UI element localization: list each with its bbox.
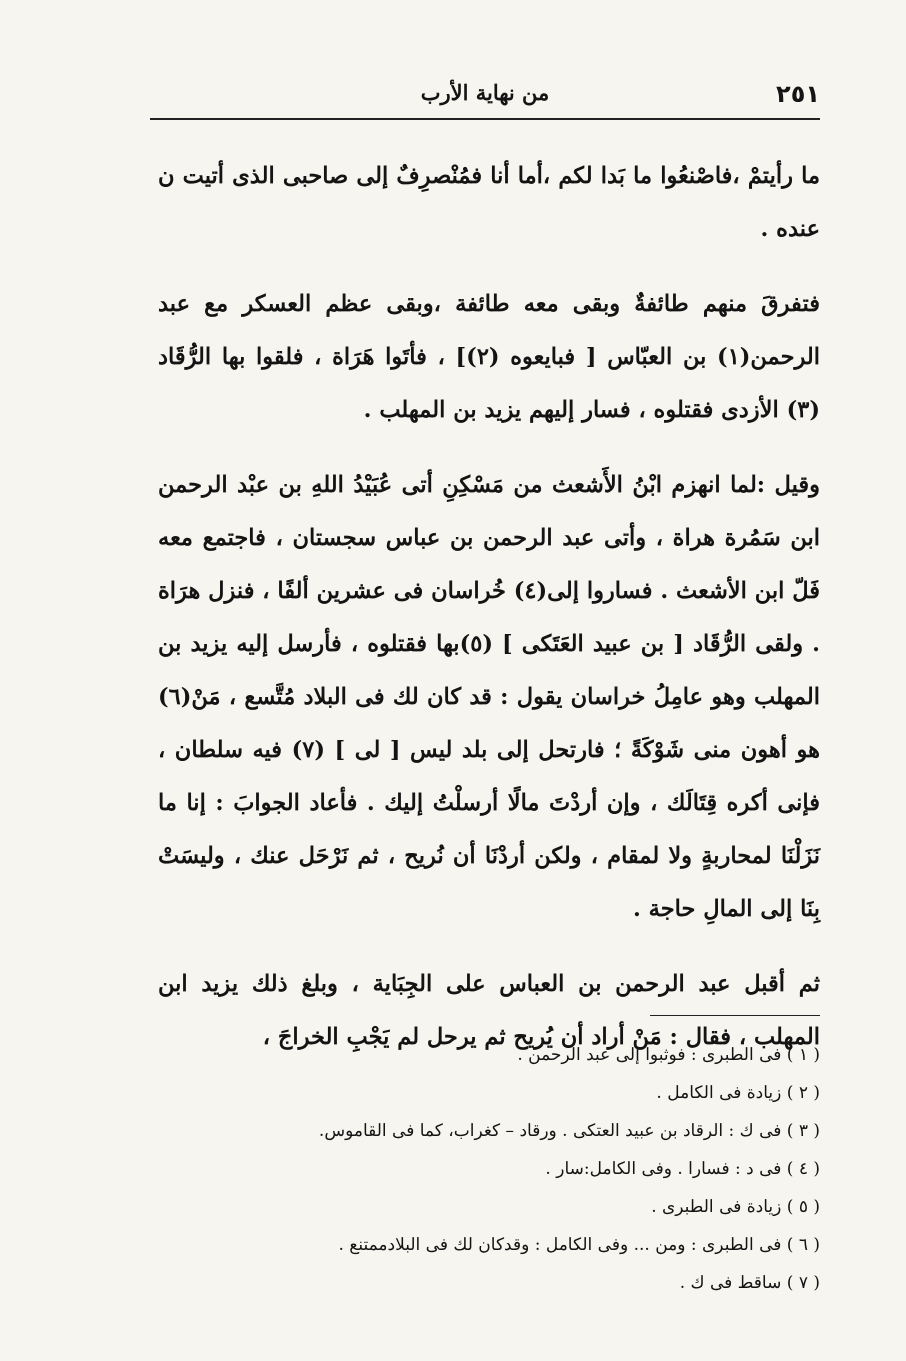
paragraph: فتفرقَ منهم طائفةٌ وبقى معه طائفة ،وبقى عظم العسكر مع عبد الرحمن(١) بن العبّاس [ فبايعوه (٢)] ، فأتَوا هَرَاة ، فلقوا بها الرُّقَاد (٣) الأزدى فقتلوه ، فسار إليهم يزيد بن المهلب .: [158, 291, 820, 423]
main-text: [158, 150, 820, 1064]
footnotes: [150, 1036, 820, 1302]
header-rule: [150, 118, 820, 120]
paragraph: ما رأيتمْ ،فاصْنعُوا ما بَدا لكم ،أما أنا فمُنْصرِفٌ إلى صاحبى الذى أتيت ن عنده .: [158, 163, 820, 242]
running-title: من نهاية الأرب: [420, 80, 550, 105]
footnote-rule: [650, 1015, 820, 1016]
footnote-6: ( ٦ ) فى الطبرى : ومن ... وفى الكامل : وقدكان لك فى البلادممتنع .: [338, 1235, 820, 1255]
footnote-2: ( ٢ ) زيادة فى الكامل .: [656, 1083, 820, 1103]
footnote-5: ( ٥ ) زيادة فى الطبرى .: [651, 1197, 820, 1217]
footnote-4: ( ٤ ) فى د : فسارا . وفى الكامل:سار .: [545, 1159, 820, 1179]
footnote-7: ( ٧ ) ساقط فى ك .: [679, 1273, 820, 1293]
paragraph: ثم أقبل عبد الرحمن بن العباس على الجِبَاية ، وبلغ ذلك يزيد ابن المهلب ، فقال : مَنْ أراد أن يُريح ثم يرحل لم يَجْبِ الخراجَ ،: [158, 971, 820, 1050]
running-head: [150, 78, 820, 118]
page-number: ٢٥١: [776, 80, 820, 108]
paragraph: وقيل :لما انهزم ابْنُ الأَشعث من مَسْكِنِ أتى عُبَيْدُ اللهِ بن عبْد الرحمن ابن سَمُرة هراة ، وأتى عبد الرحمن بن عباس سجستان ، فاجتمع معه فَلّ ابن الأشعث . فساروا إلى(٤) خُراسان فى عشرين ألفًا ، فنزل هرَاة . ولقى الرُّقَاد [ بن عبيد العَتَكى ] (٥)بها فقتلوه ، فأرسل إليه يزيد بن المهلب وهو عامِلُ خراسان يقول : قد كان لك فى البلاد مُتَّسع ، مَنْ(٦) هو أهون منى شَوْكَةً ؛ فارتحل إلى بلد ليس [ لى ] (٧) فيه سلطان ، فإنى أكره قِتَالَك ، وإن أردْتَ مالًا أرسلْتُ إليك . فأعاد الجوابَ : إنا ما نَزَلْنَا لمحاربةٍ ولا لمقام ، ولكن أردْنَا أن نُريح ، ثم نَرْحَل عنك ، وليسَتْ بِنَا إلى المالِ حاجة .: [158, 472, 821, 922]
footnote-1: ( ١ ) فى الطبرى : فوثبوا إلى عبد الرحمن .: [517, 1045, 820, 1065]
footnote-3: ( ٣ ) فى ك : الرقاد بن عبيد العتكى . ورقاد – كغراب، كما فى القاموس.: [318, 1121, 820, 1141]
